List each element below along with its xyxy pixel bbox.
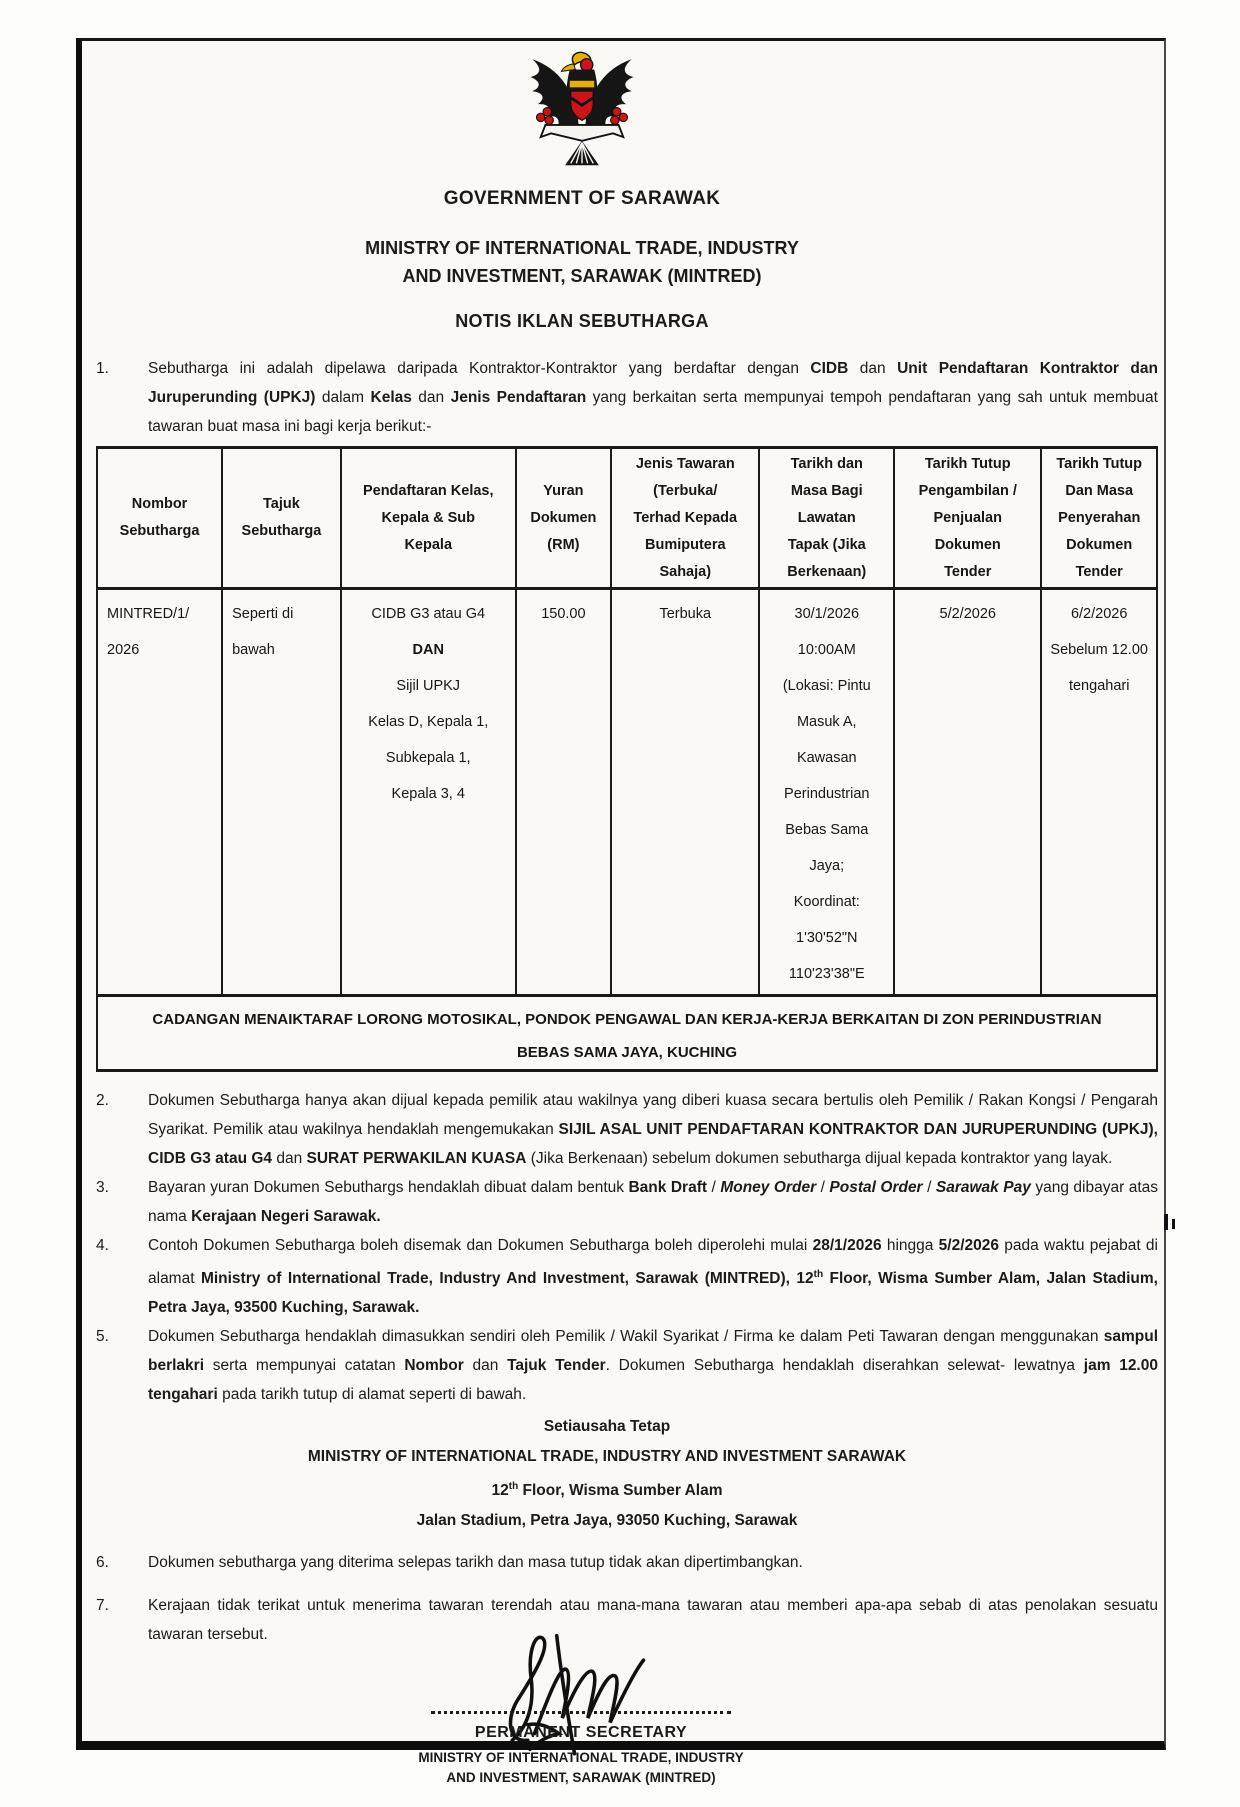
cell-lawatan: 30/1/2026 10:00AM (Lokasi: Pintu Masuk A, Kawasan Perindustrian Bebas Sama Jaya; Koordinat: 1'30'52"N 110'23'38"E: [759, 589, 894, 996]
cell-yuran: 150.00: [516, 589, 611, 996]
scan-artifact-mark: [1172, 1219, 1175, 1229]
ministry-title: [51, 234, 1113, 290]
col-header-tajuk-sebutharga: Tajuk Sebutharga: [222, 448, 341, 589]
cell-tutup-pengambilan: 5/2/2026: [894, 589, 1041, 996]
col-header-yuran-dokumen: Yuran Dokumen (RM): [516, 448, 611, 589]
address-ministry: MINISTRY OF INTERNATIONAL TRADE, INDUSTRY AND INVESTMENT SARAWAK: [307, 1448, 907, 1466]
item-text: Bayaran yuran Dokumen Sebuthargs hendaklah dibuat dalam bentuk Bank Draft / Money Order / Postal Order / Sarawak Pay yang dibayar atas nama Kerajaan Negeri Sarawak.: [148, 1179, 1159, 1225]
cell-tutup-penyerahan: 6/2/2026 Sebelum 12.00 tengahari: [1041, 589, 1157, 996]
page-border-frame: [76, 38, 1166, 1786]
item-number: 5.: [96, 1328, 109, 1346]
col-header-pendaftaran-kelas: Pendaftaran Kelas, Kepala & Sub Kepala: [341, 448, 516, 589]
item-number: 7.: [96, 1597, 109, 1615]
cell-pendaftaran: CIDB G3 atau G4 DAN Sijil UPKJ Kelas D, Kepala 1, Subkepala 1, Kepala 3, 4: [341, 589, 516, 996]
project-title: CADANGAN MENAIKTARAF LORONG MOTOSIKAL, PONDOK PENGAWAL DAN KERJA-KERJA BERKAITAN DI ZON PERINDUSTRIAN BEBAS SAMA JAYA, KUCHING: [97, 996, 1157, 1071]
table-footer-row: [97, 996, 1157, 1071]
item-text: Dokumen sebutharga yang diterima selepas tarikh dan masa tutup tidak akan dipertimbangkan.: [148, 1554, 803, 1572]
item-number: 2.: [96, 1092, 109, 1109]
notice-body: [96, 354, 1158, 1649]
notice-item-2: [96, 1086, 1158, 1173]
item-text: Contoh Dokumen Sebutharga boleh disemak dan Dokumen Sebutharga boleh diperolehi mulai 28/1/2026 hingga 5/2/2026 pada waktu pejabat di alamat Ministry of International Trade, Industry And Investment, Sarawak (MINTRED), 12th Floor, Wisma Sumber Alam, Jalan Stadium, Petra Jaya, 93500 Kuching, Sarawak.: [148, 1237, 1158, 1317]
notice-item-3: [96, 1173, 1158, 1231]
signature-block: [96, 1657, 1158, 1807]
notice-item-6: [96, 1548, 1158, 1577]
item-number: 4.: [96, 1237, 109, 1254]
scan-artifact-mark: [1164, 1214, 1168, 1230]
cell-tajuk: Seperti di bawah: [222, 589, 341, 996]
col-header-tutup-pengambilan: Tarikh Tutup Pengambilan / Penjualan Dokumen Tender: [894, 448, 1041, 589]
government-title: GOVERNMENT OF SARAWAK: [443, 188, 721, 209]
tender-table: [96, 446, 1158, 1072]
notice-item-5: [96, 1322, 1158, 1409]
notice-title: NOTIS IKLAN SEBUTHARGA: [455, 311, 709, 331]
signatory-organisation: [381, 1748, 781, 1788]
signatory-org-line2: AND INVESTMENT, SARAWAK (MINTRED): [446, 1770, 716, 1786]
address-floor: 12th Floor, Wisma Sumber Alam: [491, 1481, 723, 1500]
item-text: Dokumen Sebutharga hanya akan dijual kepada pemilik atau wakilnya yang diberi kuasa secara bertulis oleh Pemilik / Rakan Kongsi / Pengarah Syarikat. Pemilik atau wakilnya hendaklah mengemukakan SIJIL ASAL UNIT PENDAFTARAN KONTRAKTOR DAN JURUPERUNDING (UPKJ), CIDB G3 atau G4 dan SURAT PERWAKILAN KUASA (Jika Berkenaan) sebelum dokumen sebutharga dijual kepada kontraktor yang layak.: [148, 1092, 1158, 1167]
ministry-title-line1: MINISTRY OF INTERNATIONAL TRADE, INDUSTRY: [365, 238, 799, 258]
document-content: [96, 41, 1158, 1807]
item-number: 6.: [96, 1554, 109, 1572]
item-text: Sebutharga ini adalah dipelawa daripada Kontraktor-Kontraktor yang berdaftar dengan CIDB dan Unit Pendaftaran Kontraktor dan Juruperunding (UPKJ) dalam Kelas dan Jenis Pendaftaran yang berkaitan serta mempunyai tempoh pendaftaran yang sah untuk membuat tawaran buat masa ini bagi kerja berikut:-: [148, 360, 1158, 435]
table-row: [97, 589, 1157, 996]
ministry-title-line2: AND INVESTMENT, SARAWAK (MINTRED): [402, 266, 762, 286]
submission-address-block: [76, 1412, 1138, 1536]
table-header-row: [97, 448, 1157, 589]
item-text: Kerajaan tidak terikat untuk menerima tawaran terendah atau mana-mana tawaran atau memberi apa-apa sebab di atas penolakan sesuatu tawaran tersebut.: [148, 1597, 1158, 1644]
address-title: Setiausaha Tetap: [543, 1418, 671, 1436]
item-text: Dokumen Sebutharga hendaklah dimasukkan sendiri oleh Pemilik / Wakil Syarikat / Firma ke dalam Peti Tawaran dengan menggunakan sampul berlakri serta mempunyai catatan Nombor dan Tajuk Tender. Dokumen Sebutharga hendaklah diserahkan selewat- lewatnya jam 12.00 tengahari pada tarikh tutup di alamat seperti di bawah.: [148, 1328, 1158, 1404]
col-header-jenis-tawaran: Jenis Tawaran (Terbuka/ Terhad Kepada Bumiputera Sahaja): [611, 448, 759, 589]
col-header-lawatan-tapak: Tarikh dan Masa Bagi Lawatan Tapak (Jika Berkenaan): [759, 448, 894, 589]
col-header-tutup-penyerahan: Tarikh Tutup Dan Masa Penyerahan Dokumen Tender: [1041, 448, 1157, 589]
signatory: [381, 1711, 781, 1788]
signatory-title: PERMANENT SECRETARY: [474, 1724, 688, 1742]
cell-jenis: Terbuka: [611, 589, 759, 996]
notice-item-1: [96, 354, 1158, 441]
item-number: 1.: [96, 360, 109, 377]
signatory-org-line1: MINISTRY OF INTERNATIONAL TRADE, INDUSTRY: [418, 1750, 744, 1766]
item-number: 3.: [96, 1179, 109, 1196]
cell-nombor: MINTRED/1/ 2026: [97, 589, 222, 996]
address-street: Jalan Stadium, Petra Jaya, 93050 Kuching, Sarawak: [416, 1512, 798, 1530]
notice-item-4: [96, 1231, 1158, 1322]
sarawak-coat-of-arms-icon: [521, 49, 643, 172]
col-header-nombor-sebutharga: Nombor Sebutharga: [97, 448, 222, 589]
signature-line: [431, 1711, 731, 1714]
